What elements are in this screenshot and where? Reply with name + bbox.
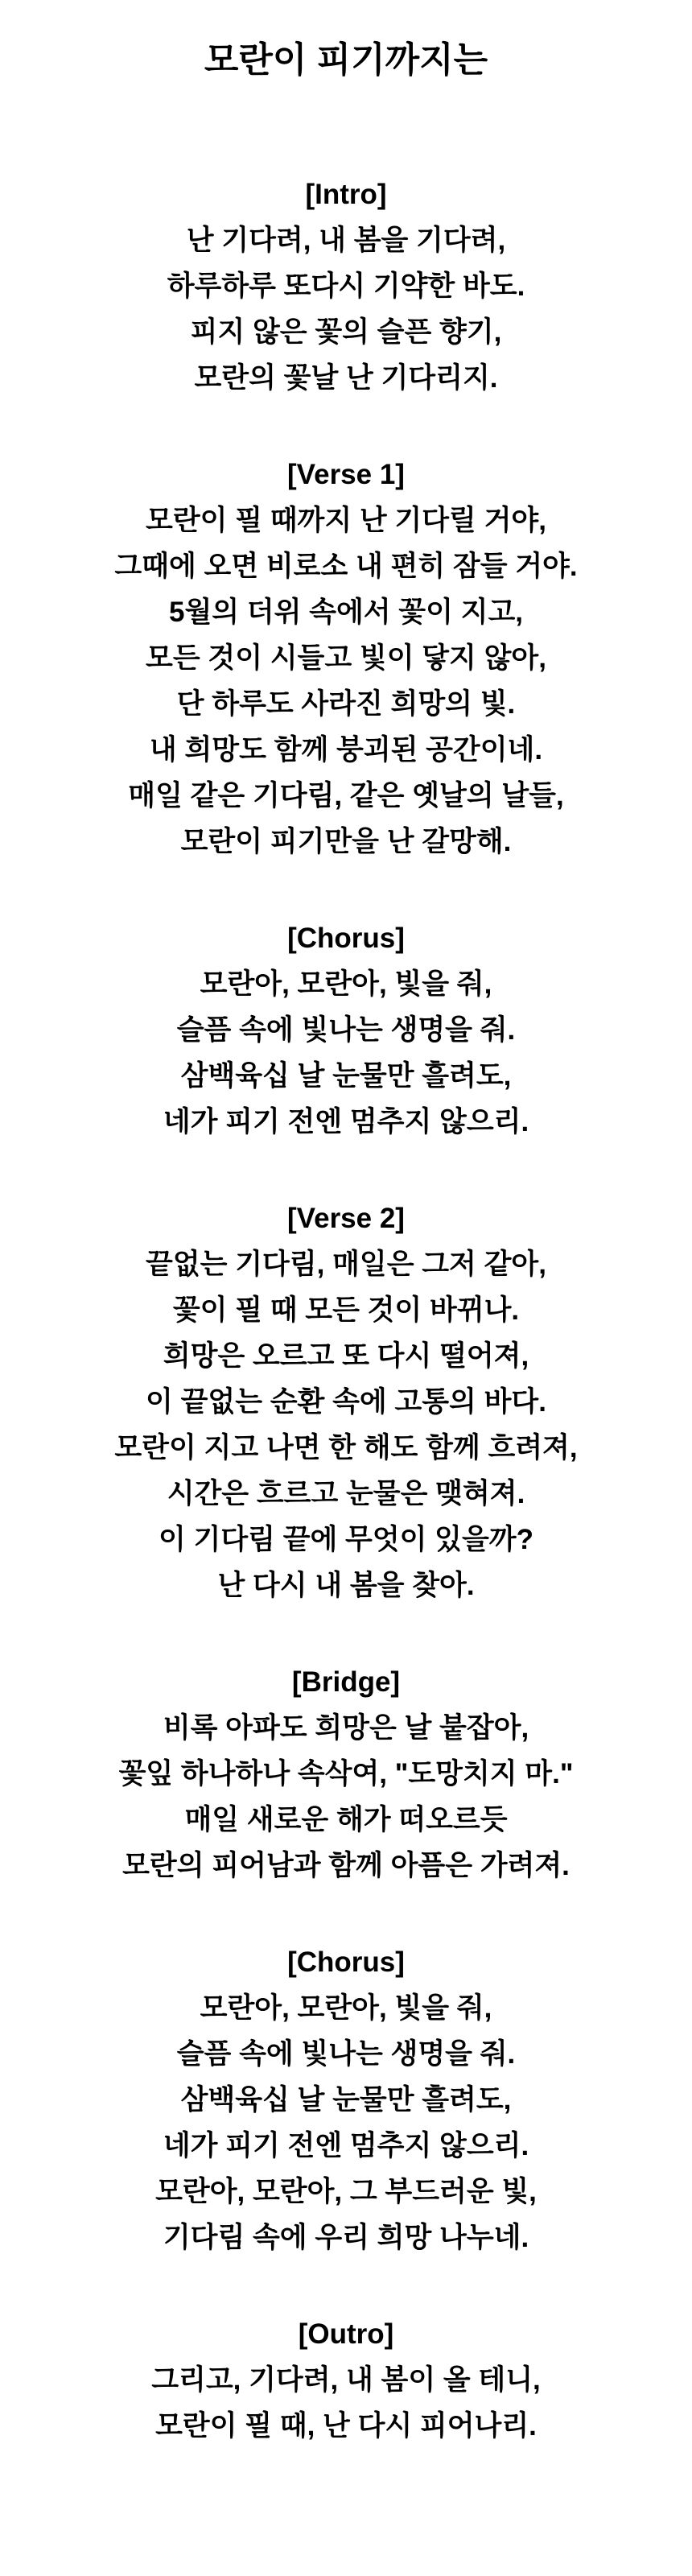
- lyric-line: 끝없는 기다림, 매일은 그저 같아,: [146, 1249, 546, 1280]
- lyric-line: 모란이 필 때, 난 다시 피어나리.: [155, 2410, 537, 2442]
- lyric-line: 피지 않은 꽃의 슬픈 향기,: [190, 316, 502, 348]
- lyric-line: 그리고, 기다려, 내 봄이 올 테니,: [151, 2364, 541, 2396]
- lyric-line: 내 희망도 함께 붕괴된 공간이네.: [149, 734, 543, 766]
- lyric-line: 슬픔 속에 빛나는 생명을 줘.: [176, 1014, 516, 1046]
- section-label: [Chorus]: [287, 923, 405, 954]
- lyric-line: 그때에 오면 비로소 내 편히 잠들 거야.: [114, 551, 578, 582]
- lyric-line: 모란이 지고 나면 한 해도 함께 흐려져,: [114, 1432, 578, 1463]
- lyric-line: 비록 아파도 희망은 날 붙잡아,: [163, 1712, 529, 1744]
- lyric-line: 단 하루도 사라진 희망의 빛.: [176, 688, 516, 720]
- section-outro: [24, 2311, 668, 2449]
- lyric-line: 시간은 흐르고 눈물은 맺혀져.: [167, 1478, 525, 1509]
- section-label: [Verse 1]: [287, 459, 405, 490]
- section-label: [Verse 2]: [287, 1203, 405, 1234]
- lyric-line: 난 다시 내 봄을 찾아.: [217, 1570, 475, 1601]
- section-chorus-1: [24, 915, 668, 1145]
- lyric-line: 이 기다림 끝에 무엇이 있을까?: [159, 1524, 533, 1555]
- section-label: [Chorus]: [287, 1946, 405, 1978]
- section-intro: [24, 171, 668, 401]
- song-title: 모란이 피기까지는: [204, 40, 488, 80]
- lyric-line: 매일 새로운 해가 떠오르듯: [184, 1804, 508, 1835]
- lyric-line: 모란아, 모란아, 그 부드러운 빛,: [155, 2176, 537, 2207]
- lyric-line: 삼백육십 날 눈물만 흘려도,: [180, 2084, 512, 2116]
- section-verse-1: [24, 452, 668, 865]
- lyric-line: 희망은 오르고 또 다시 떨어져,: [163, 1340, 529, 1372]
- lyric-line: 모든 것이 시들고 빛이 닿지 않아,: [146, 642, 546, 674]
- lyric-line: 모란아, 모란아, 빛을 줘,: [200, 968, 492, 1000]
- lyric-line: 하루하루 또다시 기약한 바도.: [167, 270, 525, 302]
- lyric-line: 모란이 피기만을 난 갈망해.: [180, 826, 512, 857]
- lyric-line: 모란의 꽃날 난 기다리지.: [194, 362, 498, 394]
- section-verse-2: [24, 1195, 668, 1608]
- lyric-line: 난 기다려, 내 봄을 기다려,: [186, 225, 506, 256]
- lyric-line: 이 끝없는 순환 속에 고통의 바다.: [146, 1386, 546, 1418]
- lyric-line: 기다림 속에 우리 희망 나누네.: [163, 2222, 529, 2253]
- section-label: [Bridge]: [291, 1666, 401, 1698]
- lyric-line: 네가 피기 전엔 멈추지 않으리.: [163, 1106, 529, 1137]
- lyric-line: 슬픔 속에 빛나는 생명을 줘.: [176, 2038, 516, 2070]
- lyric-line: 모란아, 모란아, 빛을 줘,: [200, 1992, 492, 2024]
- lyric-line: 삼백육십 날 눈물만 흘려도,: [180, 1060, 512, 1092]
- section-label: [Outro]: [298, 2318, 394, 2350]
- lyric-line: 꽃잎 하나하나 속삭여, "도망치지 마.": [118, 1758, 574, 1790]
- section-chorus-2: [24, 1939, 668, 2260]
- lyric-line: 매일 같은 기다림, 같은 옛날의 날들,: [128, 780, 564, 811]
- lyric-line: 5월의 더위 속에서 꽃이 지고,: [169, 597, 523, 628]
- lyric-line: 꽃이 필 때 모든 것이 바뀌나.: [172, 1294, 520, 1326]
- lyric-line: 네가 피기 전엔 멈추지 않으리.: [163, 2130, 529, 2161]
- lyric-line: 모란이 필 때까지 난 기다릴 거야,: [146, 505, 546, 536]
- lyric-line: 모란의 피어남과 함께 아픔은 가려져.: [122, 1850, 570, 1881]
- section-bridge: [24, 1659, 668, 1889]
- section-label: [Intro]: [305, 179, 387, 210]
